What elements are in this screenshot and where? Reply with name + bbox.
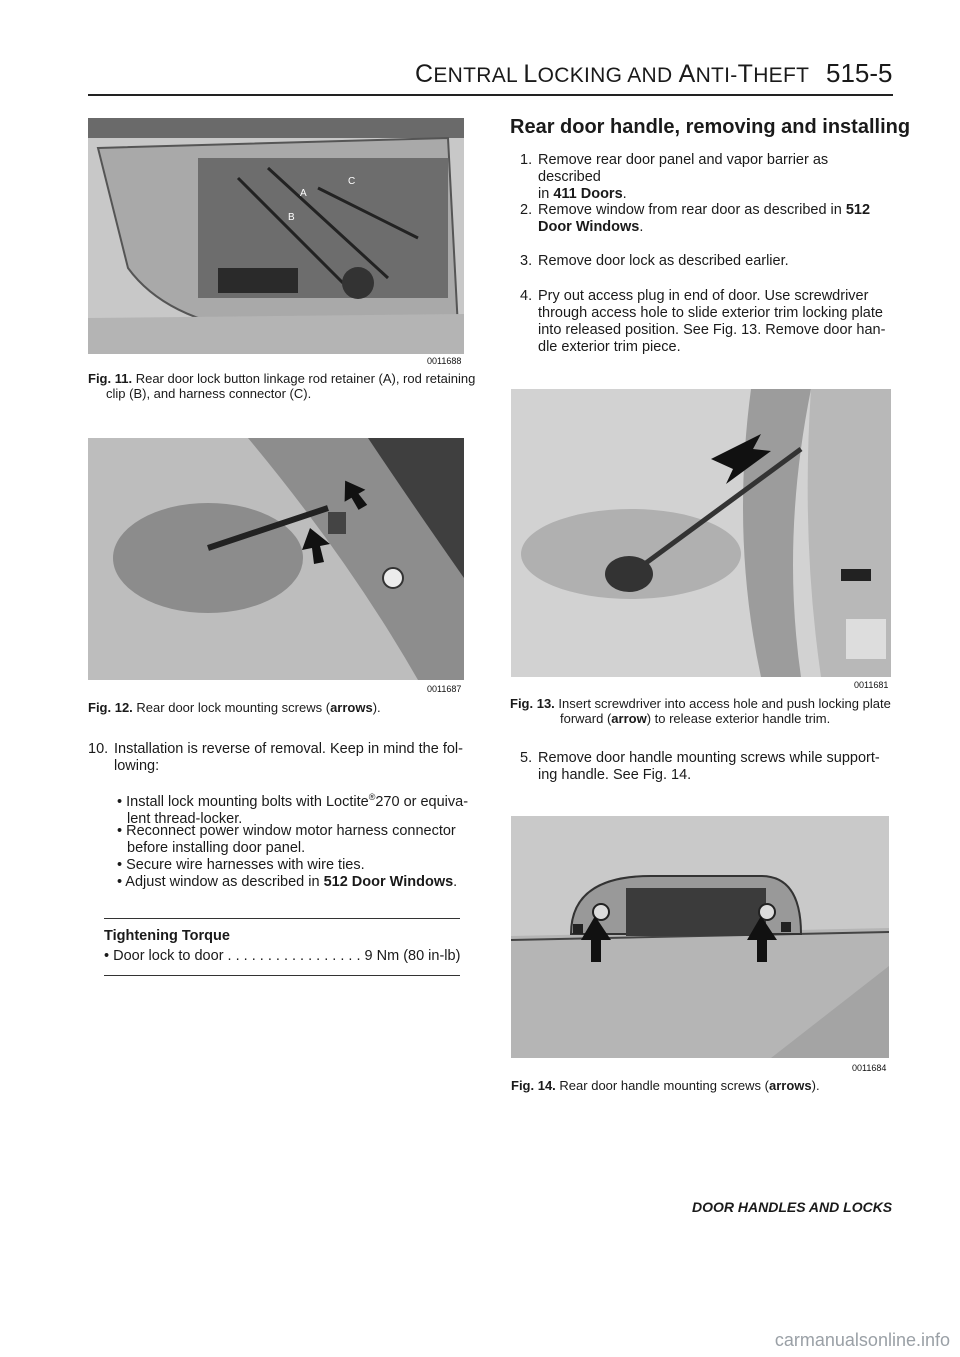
fig14-photo [511,816,889,1058]
torque-spec-line: • Door lock to door . . . . . . . . . . . . . . . . . 9 Nm (80 in-lb) [104,948,461,964]
door-handle-illustration [511,816,889,1058]
fig13-caption: Fig. 13. Insert screwdriver into access hole and push locking plate forward (arrow) to release exterior handle trim. [510,696,891,726]
bullet-adjust-window: • Adjust window as described in 512 Door Windows. [117,874,458,890]
torque-top-rule [104,918,460,919]
section-title: Rear door handle, removing and installing [510,116,911,138]
step-4: 4. Pry out access plug in end of door. Use screwdriver through access hole to slide exterior trim locking plate into released position. See Fig. 13. Remove door han- dle exterior trim piece. [520,288,886,355]
door-interior-illustration [88,118,464,354]
callout-b: B [288,212,295,223]
fig11-caption: Fig. 11. Rear door lock button linkage rod retainer (A), rod retaining clip (B), and harness connector (C). [88,371,476,401]
step-3: 3. Remove door lock as described earlier. [520,253,789,269]
fig14-caption: Fig. 14. Rear door handle mounting screws (arrows). [511,1078,820,1093]
torque-bottom-rule [104,975,460,976]
step-10: 10. Installation is reverse of removal. Keep in mind the fol- lowing: [88,741,463,774]
bullet-wire-ties: • Secure wire harnesses with wire ties. [117,857,365,873]
watermark: carmanualsonline.info [774,1330,950,1350]
torque-heading: Tightening Torque [104,928,230,944]
callout-a: A [300,188,307,199]
fig12-photo [88,438,464,680]
fig13-number: 0011681 [854,680,889,690]
page-number: 515-5 [826,58,893,88]
fig11-photo [88,118,464,354]
fig11-number: 0011688 [427,356,462,366]
step-1: 1. Remove rear door panel and vapor barrier as described in 411 Doors. [520,152,829,202]
fig12-caption: Fig. 12. Rear door lock mounting screws (arrows). [88,700,381,715]
callout-c: C [348,176,356,187]
step-2: 2. Remove window from rear door as described in 512 Door Windows. [520,202,871,235]
fig12-number: 0011687 [427,684,462,694]
screwdriver-door-illustration [88,438,464,680]
bullet-loctite: • Install lock mounting bolts with Loctite®270 or equiva- lent thread-locker. [117,792,469,827]
screwdriver-trim-illustration [511,389,891,677]
fig14-number: 0011684 [852,1063,887,1073]
bullet-harness: • Reconnect power window motor harness connector before installing door panel. [117,823,456,856]
fig13-photo [511,389,891,677]
step-5: 5. Remove door handle mounting screws while support- ing handle. See Fig. 14. [520,750,880,783]
header-rule [88,94,893,96]
running-header-title: CENTRAL LOCKING AND ANTI-THEFT [415,60,810,88]
footer-section-name: DOOR HANDLES AND LOCKS [692,1199,893,1215]
